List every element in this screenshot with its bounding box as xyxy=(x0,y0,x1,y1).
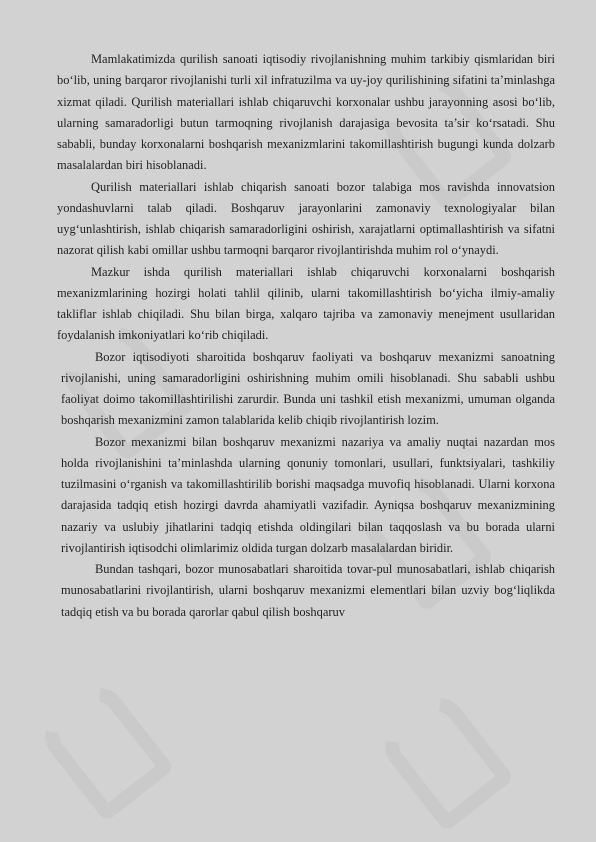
paragraph-3: Mazkur ishda qurilish materiallari ishlab chiqaruvchi korxonalarni boshqarish mexanizmlarining hozirgi holati tahlil qilinib, ularni takomillashtirish bo‘yicha ilmiy-amaliy takliflar ishlab chiqiladi. Shu bilan birga, xalqaro tajriba va zamonaviy menejment usullaridan foydalanish imkoniyatlari ko‘rib chiqiladi. xyxy=(57,264,555,343)
paragraph-2: Qurilish materiallari ishlab chiqarish sanoati bozor talabiga mos ravishda innovatsion yondashuvlarni talab qiladi. Boshqaruv jarayonlarini zamonaviy texnologiyalar bilan uyg‘unlashtirish, ishlab chiqarish samaradorligini oshirish, xarajatlarni optimallashtirish va sifatni nazorat qilish kabi omillar ushbu tarmoqni barqaror rivojlantirishda muhim rol o‘ynaydi. xyxy=(57,179,555,258)
paragraph-1: Mamlakatimizda qurilish sanoati iqtisodiy rivojlanishning muhim tarkibiy qismlaridan biri bo‘lib, uning barqaror rivojlanishi turli xil infratuzilma va uy-joy qurilishining sifatini ta’minlashga xizmat qiladi. Qurilish materiallari ishlab chiqaruvchi korxonalar ushbu jarayonning asosi bo‘lib, ularning samaradorligi butun tarmoqning rivojlanish darajasiga bevosita ta’sir ko‘rsatadi. Shu sababli, bunday korxonalarni boshqarish mexanizmlarini takomillashtirish bugungi kunda dolzarb masalalardan biri hisoblanadi. xyxy=(57,52,555,173)
watermark-logo-icon xyxy=(33,675,175,822)
watermark-logo-icon xyxy=(373,685,515,832)
paragraph-5: Bozor mexanizmi bilan boshqaruv mexanizmi nazariya va amaliy nuqtai nazardan mos holda rivojlanishini ta’minlashda ularning qonuniy tomonlari, usullari, funktsiyalari, tashkiliy tuzilmasini o‘rganish va takomillashtirilib borishi maqsadga muvofiq hisoblanadi. Ularni korxona darajasida tadqiq etish hozirgi davrda ahamiyatli vazifadir. Ayniqsa boshqaruv mexanizmining nazariy va uslubiy jihatlarini tadqiq etishda oldingilari bilan taqqoslash va bu borada ularni rivojlantirish iqtisodchi olimlarimiz oldida turgan dolzarb masalalardan biridir. xyxy=(61,434,555,555)
paragraph-6: Bundan tashqari, bozor munosabatlari sharoitida tovar-pul munosabatlari, ishlab chiqarish munosabatlarini rivojlantirish, ularni boshqaruv mexanizmi elementlari bilan uzviy bog‘liqlikda tadqiq etish va bu borada qarorlar qabul qilish boshqaruv xyxy=(61,562,555,619)
document-body xyxy=(57,49,555,623)
paragraph-4: Bozor iqtisodiyoti sharoitida boshqaruv faoliyati va boshqaruv mexanizmi sanoatning rivojlanishi, uning samaradorligini oshirishning muhim omili hisoblanadi. Shu sababli ushbu faoliyat doimo takomillashtirilishi zarurdir. Bunda uni tashkil etish mexanizmi, umuman olganda boshqarish mexanizmini zamon talablarida kelib chiqib rivojlantirish lozim. xyxy=(61,349,555,428)
